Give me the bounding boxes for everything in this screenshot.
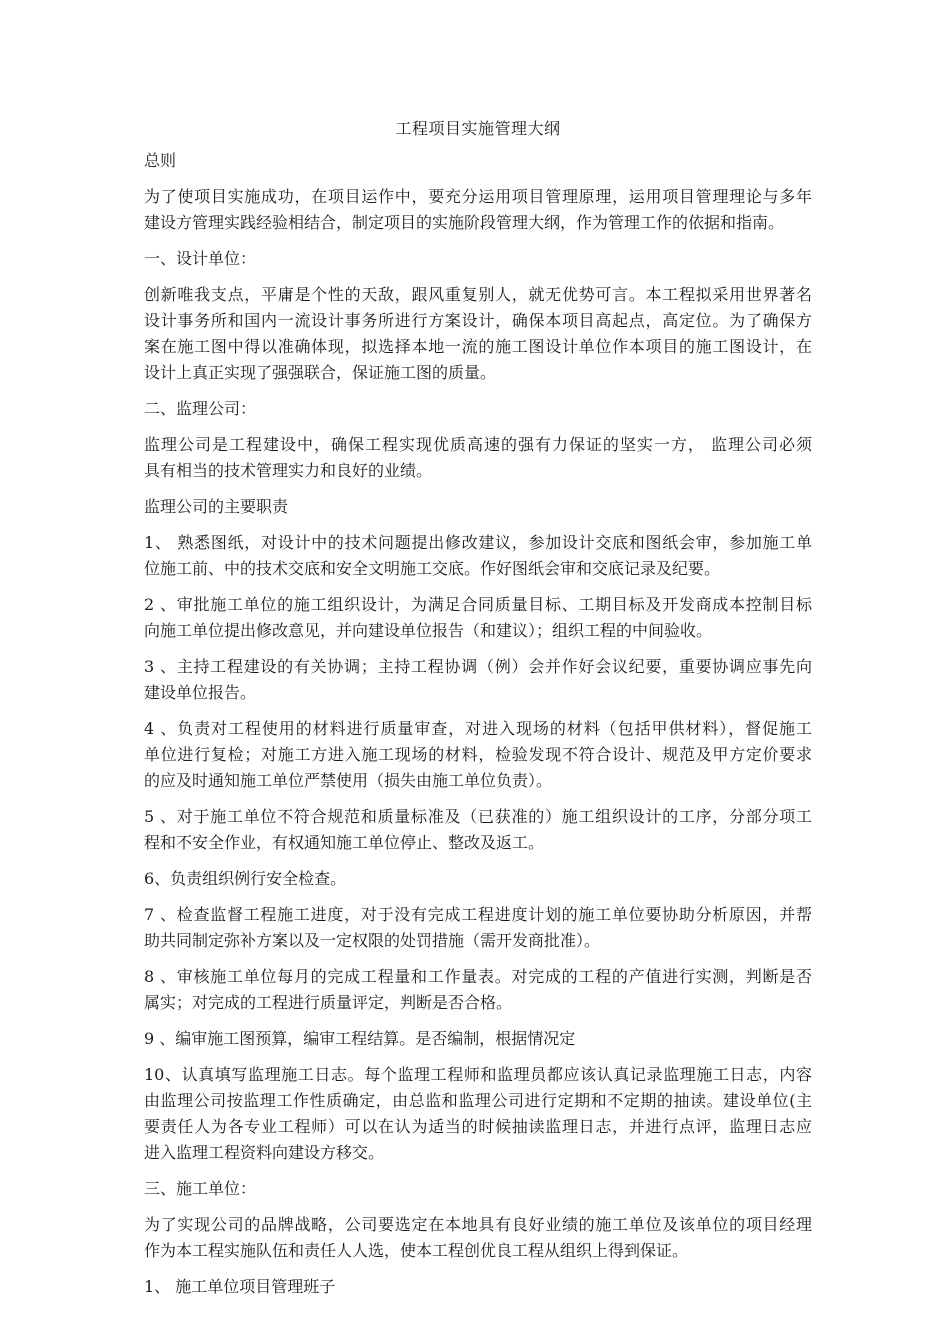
paragraph xyxy=(144,282,812,386)
paragraph-line: 设计上真正实现了强强联合，保证施工图的质量。 xyxy=(144,363,497,382)
paragraph-line: 建设单位报告。 xyxy=(144,683,257,702)
paragraph xyxy=(144,1176,812,1202)
paragraph xyxy=(144,494,812,520)
paragraph xyxy=(144,654,812,706)
paragraph-line: 程和不安全作业，有权通知施工单位停止、整改及返工。 xyxy=(144,833,545,852)
paragraph xyxy=(144,716,812,794)
paragraph-line: 创新唯我支点，平庸是个性的天敌，跟风重复别人，就无优势可言。本工程拟采用世界著名 xyxy=(144,285,812,304)
paragraph-line: 为了实现公司的品牌战略，公司要选定在本地具有良好业绩的施工单位及该单位的项目经理 xyxy=(144,1215,812,1234)
paragraph xyxy=(144,184,812,236)
paragraph-line: 为了使项目实施成功，在项目运作中，要充分运用项目管理原理，运用项目管理理论与多年 xyxy=(144,187,812,206)
paragraph-line: 1、 施工单位项目管理班子 xyxy=(144,1277,336,1296)
paragraph-line: 设计事务所和国内一流设计事务所进行方案设计，确保本项目高起点，高定位。为了确保方 xyxy=(144,311,812,330)
paragraph-line: 9 、编审施工图预算，编审工程结算。是否编制，根据情况定 xyxy=(144,1029,576,1048)
paragraph-line: 作为本工程实施队伍和责任人人选，使本工程创优良工程从组织上得到保证。 xyxy=(144,1241,689,1260)
paragraph-line: 5 、对于施工单位不符合规范和质量标准及（已获准的）施工组织设计的工序，分部分项工 xyxy=(144,807,812,826)
paragraph-line: 单位进行复检；对施工方进入施工现场的材料，检验发现不符合设计、规范及甲方定价要求 xyxy=(144,745,812,764)
paragraph-line: 10、认真填写监理施工日志。每个监理工程师和监理员都应该认真记录监理施工日志，内容 xyxy=(144,1065,812,1084)
paragraph xyxy=(144,866,812,892)
paragraph-line: 6、负责组织例行安全检查。 xyxy=(144,869,347,888)
paragraph xyxy=(144,1212,812,1264)
paragraph-line: 要责任人为各专业工程师）可以在认为适当的时候抽读监理日志，并进行点评，监理日志应 xyxy=(144,1117,812,1136)
paragraph-line: 属实；对完成的工程进行质量评定，判断是否合格。 xyxy=(144,993,513,1012)
paragraph-line: 具有相当的技术管理实力和良好的业绩。 xyxy=(144,461,433,480)
paragraph-line: 1、 熟悉图纸，对设计中的技术问题提出修改建议，参加设计交底和图纸会审，参加施工单 xyxy=(144,533,812,552)
paragraph-line: 3 、主持工程建设的有关协调；主持工程协调（例）会并作好会议纪要，重要协调应事先向 xyxy=(144,657,812,676)
paragraph xyxy=(144,964,812,1016)
paragraph-line: 位施工前、中的技术交底和安全文明施工交底。作好图纸会审和交底记录及纪要。 xyxy=(144,559,721,578)
paragraph xyxy=(144,902,812,954)
paragraph xyxy=(144,530,812,582)
paragraph xyxy=(144,804,812,856)
paragraph xyxy=(144,432,812,484)
paragraph xyxy=(144,1274,812,1300)
paragraph xyxy=(144,1026,812,1052)
paragraph-line: 建设方管理实践经验相结合，制定项目的实施阶段管理大纲，作为管理工作的依据和指南。 xyxy=(144,213,785,232)
document-body xyxy=(144,148,812,1300)
paragraph-line: 8 、审核施工单位每月的完成工程量和工作量表。对完成的工程的产值进行实测，判断是否 xyxy=(144,967,812,986)
paragraph-line: 监理公司的主要职责 xyxy=(144,497,289,516)
paragraph-line: 由监理公司按监理工作性质确定，由总监和监理公司进行定期和不定期的抽读。建设单位(主 xyxy=(144,1091,812,1110)
paragraph-line: 进入监理工程资料向建设方移交。 xyxy=(144,1143,385,1162)
paragraph-line: 一、设计单位： xyxy=(144,249,257,268)
paragraph-line: 总则 xyxy=(144,151,177,170)
document-page xyxy=(144,116,812,1310)
paragraph-line: 二、监理公司： xyxy=(144,399,257,418)
paragraph xyxy=(144,396,812,422)
paragraph-line: 2 、审批施工单位的施工组织设计，为满足合同质量目标、工期目标及开发商成本控制目标 xyxy=(144,595,812,614)
paragraph-line: 监理公司是工程建设中，确保工程实现优质高速的强有力保证的坚实一方， 监理公司必须 xyxy=(144,435,812,454)
paragraph xyxy=(144,1062,812,1166)
paragraph-line: 案在施工图中得以准确体现，拟选择本地一流的施工图设计单位作本项目的施工图设计，在 xyxy=(144,337,812,356)
paragraph-line: 4 、负责对工程使用的材料进行质量审查，对进入现场的材料（包括甲供材料），督促施工 xyxy=(144,719,812,738)
paragraph-line: 的应及时通知施工单位严禁使用（损失由施工单位负责）。 xyxy=(144,771,553,790)
paragraph-line: 助共同制定弥补方案以及一定权限的处罚措施（需开发商批准）。 xyxy=(144,931,601,950)
document-title: 工程项目实施管理大纲 xyxy=(395,119,561,138)
paragraph-line: 向施工单位提出修改意见，并向建设单位报告（和建议）；组织工程的中间验收。 xyxy=(144,621,713,640)
paragraph-line: 7 、检查监督工程施工进度，对于没有完成工程进度计划的施工单位要协助分析原因，并帮 xyxy=(144,905,812,924)
paragraph xyxy=(144,592,812,644)
paragraph-line: 三、施工单位： xyxy=(144,1179,257,1198)
paragraph xyxy=(144,246,812,272)
paragraph xyxy=(144,148,812,174)
